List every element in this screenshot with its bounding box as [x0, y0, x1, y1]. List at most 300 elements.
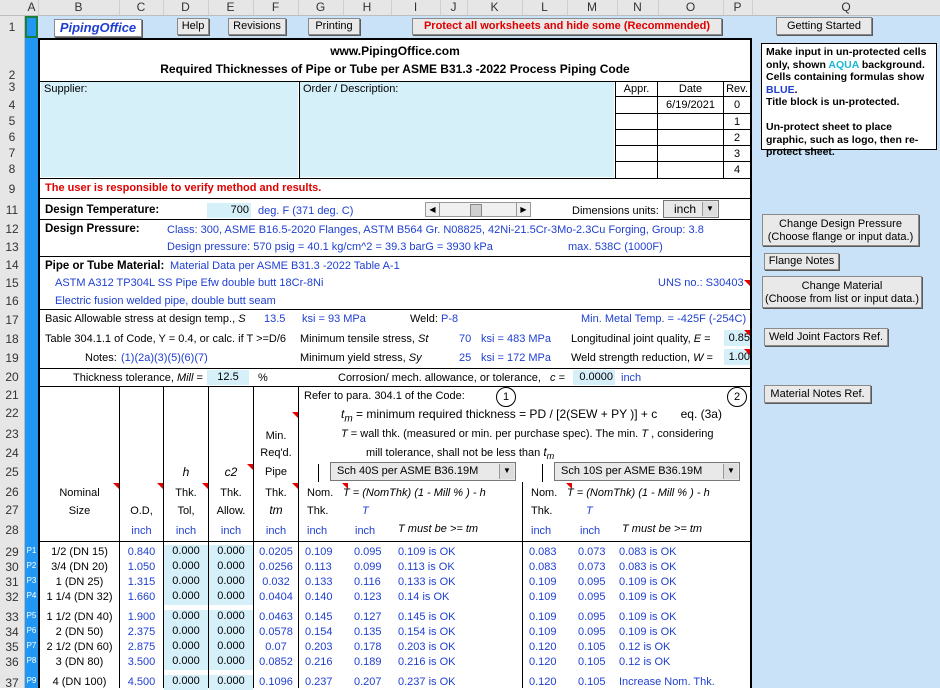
protect-worksheets-button[interactable]: Protect all worksheets and hide some (Recommended) — [412, 18, 722, 35]
info-text-3: Cells containing formulas show — [766, 71, 925, 83]
sch1-check: 0.14 is OK — [398, 591, 450, 603]
material-label: Pipe or Tube Material: — [45, 260, 165, 272]
sch2-nom-thk: 0.120 — [529, 656, 557, 668]
thk-allow-value: 0.000 — [209, 545, 253, 560]
row-header-25[interactable]: 25 — [5, 465, 19, 479]
sch1-check: 0.109 is OK — [398, 546, 456, 558]
sch1-nom-thk: 0.203 — [305, 641, 333, 653]
min-reqd-value: 0.07 — [265, 641, 287, 653]
thk-allow-value: 0.000 — [209, 590, 253, 605]
column-header-n[interactable]: N — [617, 0, 659, 15]
column-header-o[interactable]: O — [658, 0, 724, 15]
row-header-23[interactable]: 23 — [5, 427, 19, 441]
weld-value: P-8 — [441, 313, 459, 325]
h-unit: inch — [175, 525, 197, 537]
design-pressure-label: Design Pressure: — [45, 223, 140, 235]
page-title: Required Thicknesses of Pipe or Tube per ASME B31.3 -2022 Process Piping Code — [160, 62, 630, 76]
sch2-t-value: 0.095 — [578, 591, 606, 603]
sch2-nom-thk: 0.083 — [529, 561, 557, 573]
flange-notes-button[interactable]: Flange Notes — [764, 253, 839, 270]
sch2-check: 0.109 is OK — [619, 591, 677, 603]
row-header-1[interactable]: 1 — [8, 20, 16, 34]
equation-number: eq. (3a) — [680, 407, 722, 421]
row-header-20[interactable]: 20 — [5, 370, 19, 384]
supplier-cell[interactable] — [41, 82, 298, 177]
sch2-nom-thk: 0.109 — [529, 576, 557, 588]
chevron-down-icon: ▼ — [499, 464, 514, 479]
weld-label: Weld: — [410, 313, 438, 325]
thk-tol-value: 0.000 — [164, 655, 208, 670]
column-header-k[interactable]: K — [467, 0, 523, 15]
row-tag: P5 — [26, 611, 37, 620]
printing-button[interactable]: Printing — [308, 18, 360, 35]
column-header-e[interactable]: E — [208, 0, 254, 15]
date-label: Date — [678, 83, 703, 95]
help-button[interactable]: Help — [177, 18, 209, 35]
revisions-button[interactable]: Revisions — [228, 18, 286, 35]
row-header-3[interactable]: 3 — [8, 80, 16, 94]
nominal-size: 1 1/2 (DN 40) — [46, 611, 113, 623]
info-text-6: Un-protect sheet to place graphic, such as logo, then re-protect sheet. — [766, 121, 919, 158]
sch2-check: 0.12 is OK — [619, 656, 671, 668]
sch1-t-value: 0.095 — [354, 546, 382, 558]
row-header-6[interactable]: 6 — [8, 130, 16, 144]
circle-2: 2 — [727, 387, 747, 407]
yield-value: 25 — [459, 352, 472, 364]
column-header-d[interactable]: D — [163, 0, 209, 15]
sch1-t-value: 0.189 — [354, 656, 382, 668]
allowable-label-text: Basic Allowable stress at design temp., — [45, 313, 239, 325]
min-reqd-value: 0.0205 — [259, 546, 293, 558]
nom-thk-header-1: Thk. — [307, 505, 329, 517]
od-unit: inch — [131, 525, 152, 537]
od-value: 1.900 — [127, 611, 156, 623]
mill-line-text: mill tolerance, shall not be less than — [366, 447, 541, 459]
t-unit-2: inch — [580, 525, 601, 537]
row-header-24[interactable]: 24 — [5, 446, 19, 460]
od-value: 4.500 — [127, 676, 156, 688]
sch2-check: 0.083 is OK — [619, 561, 677, 573]
design-temp-label: Design Temperature: — [45, 204, 160, 216]
row-header-5[interactable]: 5 — [8, 114, 16, 128]
sch1-t-value: 0.127 — [354, 611, 382, 623]
sch2-nom-thk: 0.120 — [529, 641, 557, 653]
long-joint-label-text: Longitudinal joint quality, — [571, 333, 694, 345]
thk-tol-value: 0.000 — [164, 610, 208, 625]
row-header-18[interactable]: 18 — [5, 332, 19, 346]
corrosion-symbol: c — [550, 372, 556, 384]
t-unit-1: inch — [355, 525, 376, 537]
h-header: h — [182, 465, 190, 479]
column-header-i[interactable]: I — [391, 0, 441, 15]
thk-allow-value: 0.000 — [209, 575, 253, 590]
row-tag: P6 — [26, 626, 37, 635]
getting-started-button[interactable]: Getting Started — [776, 17, 872, 35]
nominal-size: 1 (DN 25) — [55, 576, 104, 588]
row-tag: P3 — [26, 576, 37, 585]
column-header-l[interactable]: L — [522, 0, 568, 15]
pipingoffice-logo[interactable]: PipingOffice — [54, 19, 142, 37]
row-header-34[interactable]: 34 — [5, 625, 19, 639]
row-header-27[interactable]: 27 — [5, 503, 19, 517]
rev-3[interactable]: 3 — [733, 148, 741, 160]
sch1-nom-thk: 0.113 — [305, 561, 332, 573]
row-header-8[interactable]: 8 — [8, 162, 16, 176]
pressure-text: Design pressure: 570 psig = 40.1 kg/cm^2 = 39.3 barG = 3930 kPa — [167, 241, 493, 253]
warning-text: The user is responsible to verify method and results. — [45, 182, 322, 194]
info-aqua: AQUA — [828, 58, 859, 71]
thk-allow-value: 0.000 — [209, 560, 253, 575]
t-header-2: T — [586, 505, 593, 517]
row-header-14[interactable]: 14 — [5, 258, 19, 272]
column-header-a[interactable]: A — [25, 0, 39, 15]
allowable-label — [45, 313, 246, 325]
sch1-t-value: 0.123 — [354, 591, 382, 603]
column-header-c[interactable]: C — [119, 0, 164, 15]
long-joint-label: Longitudinal joint quality, E = — [571, 333, 711, 345]
sch1-nom-thk: 0.145 — [305, 611, 333, 623]
min-reqd-value: 0.0578 — [259, 626, 293, 638]
weld-reduction-label: Weld strength reduction, W = — [571, 352, 713, 364]
row-header-26[interactable]: 26 — [5, 485, 19, 499]
change-material-line-2: (Choose from list or input data.) — [764, 293, 920, 305]
long-joint-value[interactable]: 0.85 — [724, 330, 750, 346]
od-value: 2.375 — [127, 626, 156, 638]
dim-units-dropdown[interactable] — [663, 200, 719, 218]
selected-cell-a1[interactable] — [25, 16, 38, 38]
instructions-box — [761, 43, 937, 158]
info-text-1: Make input in un-protected cells only, shown — [766, 46, 927, 71]
weld-joint-factors-button[interactable]: Weld Joint Factors Ref. — [764, 328, 888, 346]
corrosion-label-text: Corrosion/ mech. allowance, or tolerance, — [338, 372, 541, 384]
row-header-7[interactable]: 7 — [8, 146, 16, 160]
sch1-check: 0.203 is OK — [398, 641, 456, 653]
sch2-nom-thk: 0.083 — [529, 546, 557, 558]
sch1-t-value: 0.116 — [354, 576, 381, 588]
chevron-down-icon: ▼ — [723, 464, 738, 479]
sch2-t-value: 0.105 — [578, 641, 606, 653]
rev-4[interactable]: 4 — [733, 164, 741, 176]
sch1-check: 0.145 is OK — [398, 611, 456, 623]
tensile-label-text: Minimum tensile stress, — [300, 333, 418, 345]
nominal-size: 4 (DN 100) — [52, 676, 107, 688]
nominal-size: 1 1/4 (DN 32) — [46, 591, 113, 603]
weld-reduction-symbol: W — [693, 352, 704, 364]
material-data-text: Material Data per ASME B31.3 -2022 Table A-1 — [170, 260, 400, 272]
row-header-35[interactable]: 35 — [5, 640, 19, 654]
od-value: 1.660 — [127, 591, 156, 603]
min-reqd-value: 0.032 — [262, 576, 290, 588]
supplier-label: Supplier: — [44, 83, 88, 95]
sch1-check: 0.216 is OK — [398, 656, 456, 668]
min-header: Min. — [265, 430, 287, 442]
row-header-33[interactable]: 33 — [5, 610, 19, 624]
t-formula: T = wall thk. (measured or min. per purchase spec). The min. T , considering — [341, 428, 714, 440]
row-header-30[interactable]: 30 — [5, 560, 19, 574]
yield-unit: ksi = 172 MPa — [481, 352, 552, 364]
row-header-17[interactable]: 17 — [5, 313, 19, 327]
allowable-value: 13.5 — [264, 313, 286, 325]
sch1-check: 0.113 is OK — [398, 561, 455, 573]
allowable-unit: ksi = 93 MPa — [302, 313, 366, 325]
sch2-t-value: 0.095 — [578, 611, 606, 623]
order-cell[interactable] — [300, 82, 614, 177]
thk-allow-value: 0.000 — [209, 675, 253, 690]
nom-header-2: Nom. — [531, 487, 558, 499]
tensile-unit: ksi = 483 MPa — [481, 333, 552, 345]
thk-tol-value: 0.000 — [164, 675, 208, 690]
od-value: 2.875 — [127, 641, 156, 653]
sch2-check: 0.109 is OK — [619, 626, 677, 638]
dim-units-value: inch — [674, 202, 697, 216]
t-header-1: T — [362, 505, 369, 517]
scroll-left-icon[interactable]: ◀ — [426, 203, 440, 216]
row-header-9[interactable]: 9 — [8, 182, 16, 196]
min-reqd-value: 0.1096 — [259, 676, 293, 688]
pipe-thk-header: Thk. — [265, 487, 287, 499]
row-header-4[interactable]: 4 — [8, 98, 16, 112]
pipe-header: Pipe — [264, 466, 288, 478]
sch1-nom-thk: 0.216 — [305, 656, 333, 668]
site-url: www.PipingOffice.com — [330, 44, 460, 58]
sch1-t-value: 0.135 — [354, 626, 382, 638]
row-header-2[interactable]: 2 — [8, 68, 16, 82]
column-header-f[interactable]: F — [253, 0, 299, 15]
min-reqd-value: 0.0404 — [259, 591, 293, 603]
nom-header-1: Nom. — [307, 487, 334, 499]
mill-tolerance-input[interactable]: 12.5 — [207, 370, 249, 385]
must-header-2: T must be >= tm — [622, 523, 703, 535]
od-header: O.D, — [130, 505, 153, 517]
sch1-check: 0.154 is OK — [398, 626, 456, 638]
row-header-37[interactable]: 37 — [5, 676, 19, 690]
sch2-check: 0.109 is OK — [619, 611, 677, 623]
tm-formula-text: = minimum required thickness = PD / [2(SEW + PY )] + c — [356, 407, 658, 421]
nom-thk-header-2: Thk. — [531, 505, 553, 517]
sch2-t-value: 0.095 — [578, 626, 606, 638]
row-header-11[interactable]: 11 — [5, 203, 19, 217]
long-joint-symbol: E — [693, 333, 702, 345]
sch2-t-value: 0.073 — [578, 546, 606, 558]
sch2-check: 0.109 is OK — [619, 576, 677, 588]
corrosion-unit: inch — [621, 372, 642, 384]
thk-allow-value: 0.000 — [209, 655, 253, 670]
row-tag: P4 — [26, 591, 37, 600]
change-design-pressure-button[interactable] — [762, 214, 919, 246]
info-text-2: background. — [858, 58, 925, 71]
notes-label: Notes: — [85, 352, 117, 364]
allow-header: Allow. — [216, 505, 246, 517]
sch1-check: 0.133 is OK — [398, 576, 456, 588]
pressure-class-text: Class: 300, ASME B16.5-2020 Flanges, ASTM B564 Gr. N08825, 42Ni-21.5Cr-3Mo-2.3Cu Forging, Group: 3.8 — [167, 224, 704, 236]
schedule-1-value: Sch 40S per ASME B36.19M — [337, 465, 479, 477]
design-temp-input[interactable]: 700 — [207, 203, 251, 218]
scroll-right-icon[interactable]: ▶ — [516, 203, 530, 216]
sch1-nom-thk: 0.140 — [305, 591, 333, 603]
row-header-32[interactable]: 32 — [5, 590, 19, 604]
sch2-nom-thk: 0.109 — [529, 611, 557, 623]
tolerance-unit: % — [258, 372, 268, 384]
nominal-size: 2 1/2 (DN 60) — [46, 641, 113, 653]
material-spec: ASTM A312 TP304L SS Pipe Efw double butt 18Cr-8Ni — [55, 277, 324, 289]
thk-tol-value: 0.000 — [164, 625, 208, 640]
column-header-g[interactable]: G — [298, 0, 344, 15]
nominal-size: 3 (DN 80) — [55, 656, 104, 668]
schedule-2-value: Sch 10S per ASME B36.19M — [561, 465, 703, 477]
t-formula-text-2: , considering — [651, 428, 714, 440]
notes-value: (1)(2a)(3)(5)(6)(7) — [121, 352, 208, 364]
chevron-down-icon: ▼ — [702, 202, 717, 216]
must-header-1: T must be >= tm — [398, 523, 479, 535]
min-metal-temp: Min. Metal Temp. = -425F (-254C) — [581, 313, 747, 325]
nominal-size: 3/4 (DN 20) — [51, 561, 108, 573]
sch2-t-value: 0.073 — [578, 561, 606, 573]
min-reqd-value: 0.0463 — [259, 611, 293, 623]
row-tag: P2 — [26, 561, 37, 570]
row-tag: P9 — [26, 676, 37, 685]
tm-formula: $t_m$ = minimum required thickness = PD / [2(SEW + PY )] + c eq. (3a) — [341, 407, 722, 425]
rev-0[interactable]: 0 — [733, 99, 741, 111]
thk-allow-value: 0.000 — [209, 610, 253, 625]
change-pressure-line-2: (Choose flange or input data.) — [767, 231, 914, 243]
column-a-strip — [25, 16, 38, 688]
material-notes-button[interactable]: Material Notes Ref. — [764, 385, 871, 403]
yield-label — [300, 352, 422, 364]
row-header-19[interactable]: 19 — [5, 351, 19, 365]
appr-label: Appr. — [623, 83, 650, 95]
rev-label: Rev. — [726, 83, 748, 95]
od-value: 1.050 — [127, 561, 156, 573]
table304-text: Table 304.1.1 of Code, Y = 0.4, or calc. if T >=D/6 — [45, 333, 287, 345]
row-header-15[interactable]: 15 — [5, 276, 19, 290]
change-material-line-1: Change Material — [801, 280, 883, 292]
thk-tol-value: 0.000 — [164, 640, 208, 655]
sch1-t-value: 0.099 — [354, 561, 382, 573]
sch1-nom-thk: 0.154 — [305, 626, 333, 638]
material-description: Electric fusion welded pipe, double butt seam — [55, 295, 276, 307]
thk-tol-header: Thk. — [175, 487, 197, 499]
t-formula-header-1: T = (NomThk) (1 - Mill % ) - h — [343, 487, 486, 499]
allowable-symbol: S — [238, 313, 246, 325]
sch2-nom-thk: 0.120 — [529, 676, 557, 688]
order-label: Order / Description: — [303, 83, 399, 95]
column-header-j[interactable]: J — [440, 0, 468, 15]
rev-2[interactable]: 2 — [733, 132, 741, 144]
c2-unit: inch — [220, 525, 242, 537]
row-header-29[interactable]: 29 — [5, 545, 19, 559]
sch1-check: 0.237 is OK — [398, 676, 456, 688]
weld-reduction-label-text: Weld strength reduction, — [571, 352, 694, 364]
tm-unit: inch — [265, 525, 287, 537]
nominal-size: 2 (DN 50) — [55, 626, 104, 638]
formula-ref: Refer to para. 304.1 of the Code: — [304, 390, 465, 402]
tensile-value: 70 — [459, 333, 472, 345]
row-header-strip — [0, 16, 25, 688]
thk-tol-value: 0.000 — [164, 575, 208, 590]
pressure-max-text: max. 538C (1000F) — [568, 241, 663, 253]
thk-allow-header: Thk. — [220, 487, 242, 499]
sch2-t-value: 0.105 — [578, 676, 606, 688]
thk-allow-value: 0.000 — [209, 640, 253, 655]
sch1-nom-thk: 0.109 — [305, 546, 333, 558]
nom-unit-1: inch — [307, 525, 328, 537]
t-formula-text: = wall thk. (measured or min. per purchase spec). The min. — [350, 428, 639, 440]
sch1-nom-thk: 0.133 — [305, 576, 333, 588]
column-header-b[interactable]: B — [38, 0, 120, 15]
thk-tol-value: 0.000 — [164, 560, 208, 575]
column-header-m[interactable]: M — [567, 0, 618, 15]
row-header-36[interactable]: 36 — [5, 655, 19, 669]
od-value: 0.840 — [127, 546, 156, 558]
sch1-t-value: 0.178 — [354, 641, 382, 653]
uns-number: UNS no.: S30403 — [658, 277, 744, 289]
row-tag: P1 — [26, 546, 37, 555]
tolerance-equals: = — [193, 372, 203, 384]
row-header-31[interactable]: 31 — [5, 575, 19, 589]
weld-reduction-value[interactable]: 1.00 — [724, 349, 750, 365]
row-header-13[interactable]: 13 — [5, 240, 19, 254]
schedule-2-dropdown[interactable] — [554, 462, 740, 481]
sch2-nom-thk: 0.109 — [529, 626, 557, 638]
nominal-header: Nominal — [59, 487, 100, 499]
dim-units-label: Dimensions units: — [572, 205, 659, 217]
info-blue: BLUE — [766, 83, 795, 96]
min-reqd-value: 0.0256 — [259, 561, 293, 573]
od-value: 3.500 — [127, 656, 156, 668]
change-material-button[interactable] — [762, 276, 922, 308]
sch2-t-value: 0.105 — [578, 656, 606, 668]
temperature-scrollbar[interactable] — [425, 202, 531, 217]
corrosion-input[interactable]: 0.0000 — [573, 370, 615, 385]
thk-tol-value: 0.000 — [164, 545, 208, 560]
row-header-28[interactable]: 28 — [5, 523, 19, 537]
sch2-check: Increase Nom. Thk. — [619, 676, 715, 688]
tolerance-label — [73, 372, 203, 384]
sch2-check: 0.083 is OK — [619, 546, 677, 558]
min-reqd-value: 0.0852 — [259, 656, 293, 668]
column-header-p[interactable]: P — [723, 0, 753, 15]
t-formula-header-2: T = (NomThk) (1 - Mill % ) - h — [567, 487, 710, 499]
schedule-1-dropdown[interactable] — [330, 462, 516, 481]
c2-header: c2 — [224, 465, 238, 479]
date-value[interactable]: 6/19/2021 — [666, 99, 715, 111]
column-header-strip — [0, 0, 940, 16]
scroll-thumb[interactable] — [470, 204, 482, 217]
column-header-h[interactable]: H — [343, 0, 392, 15]
column-header-q[interactable]: Q — [752, 0, 940, 15]
row-header-12[interactable]: 12 — [5, 222, 19, 236]
change-pressure-line-1: Change Design Pressure — [779, 218, 902, 230]
mill-line: mill tolerance, shall not be less than $t_m$ — [366, 445, 555, 462]
design-temp-unit: deg. F (371 deg. C) — [258, 205, 354, 217]
row-tag: P7 — [26, 641, 37, 650]
sch1-nom-thk: 0.237 — [305, 676, 333, 688]
tensile-label — [300, 333, 428, 345]
reqd-header: Req'd. — [260, 447, 292, 459]
size-header: Size — [68, 505, 91, 517]
nominal-size: 1/2 (DN 15) — [51, 546, 108, 558]
row-header-22[interactable]: 22 — [5, 406, 19, 420]
yield-symbol: Sy — [408, 352, 422, 364]
rev-1[interactable]: 1 — [733, 116, 741, 128]
tolerance-symbol: Mill — [176, 372, 194, 384]
corrosion-label — [338, 372, 565, 384]
row-header-21[interactable]: 21 — [5, 388, 19, 402]
row-header-16[interactable]: 16 — [5, 294, 19, 308]
thk-tol-value: 0.000 — [164, 590, 208, 605]
row-tag: P8 — [26, 656, 37, 665]
nom-unit-2: inch — [531, 525, 552, 537]
